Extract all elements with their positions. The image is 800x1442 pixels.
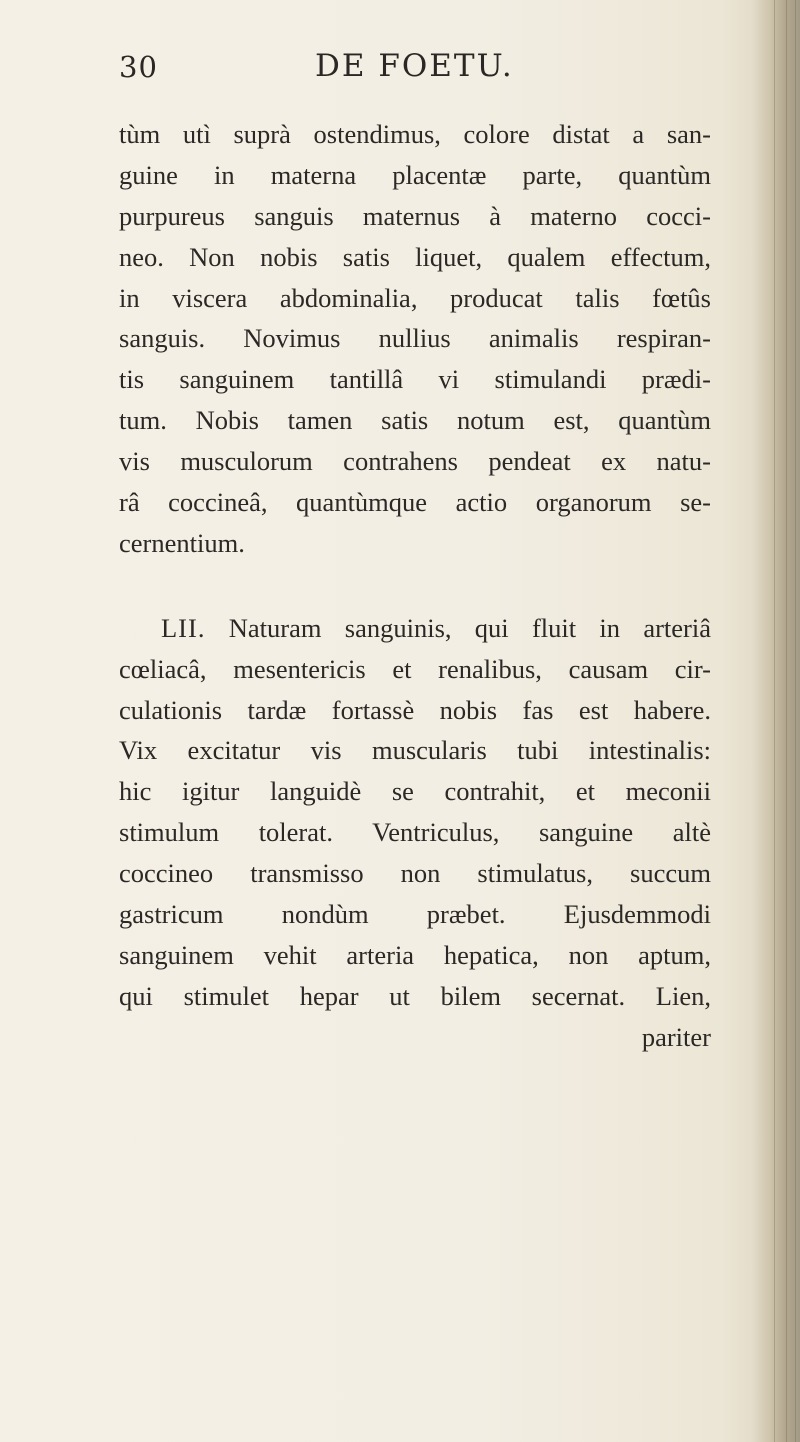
text-line: culationis tardæ fortassè nobis fas est habere. xyxy=(119,694,711,725)
body-text xyxy=(119,114,711,1058)
paragraph-gap xyxy=(119,564,711,608)
catchword: pariter xyxy=(641,1021,711,1052)
text-line: vis musculorum contrahens pendeat ex natu- xyxy=(119,446,711,477)
text-line: cernentium. xyxy=(119,527,245,558)
section-number: LII. xyxy=(161,612,206,643)
text-line: gastricum nondùm præbet. Ejusdemmodi xyxy=(119,899,711,930)
page-edge-shadow xyxy=(752,0,800,1442)
text-line: coccineo transmisso non stimulatus, succum xyxy=(119,858,711,889)
text-line: cœliacâ, mesentericis et renalibus, causam cir- xyxy=(119,653,711,684)
page-edge-line xyxy=(795,0,796,1442)
text-line: neo. Non nobis satis liquet, qualem effectum, xyxy=(119,241,711,272)
text-line: Vix excitatur vis muscularis tubi intestinalis: xyxy=(119,735,711,766)
paragraph-2 xyxy=(119,608,711,1058)
text-line-with-section-number xyxy=(119,608,711,649)
text-line: râ coccineâ, quantùmque actio organorum se- xyxy=(119,487,711,518)
page-edge-line xyxy=(774,0,775,1442)
text-line: tum. Nobis tamen satis notum est, quantùm xyxy=(119,405,711,436)
text-line: hic igitur languidè se contrahit, et meconii xyxy=(119,776,711,807)
page-header xyxy=(0,48,800,96)
page-number: 30 xyxy=(119,50,158,84)
paragraph-1 xyxy=(119,114,711,564)
text-line: purpureus sanguis maternus à materno cocci- xyxy=(119,200,711,231)
text-line: stimulum tolerat. Ventriculus, sanguine altè xyxy=(119,817,711,848)
text-line: qui stimulet hepar ut bilem secernat. Lien, xyxy=(119,980,711,1011)
text-line: sanguis. Novimus nullius animalis respiran- xyxy=(119,323,711,354)
text-line: guine in materna placentæ parte, quantùm xyxy=(119,159,711,190)
text-line: tis sanguinem tantillâ vi stimulandi prædi- xyxy=(119,364,711,395)
running-head: DE FOETU. xyxy=(315,48,514,84)
text-line: in viscera abdominalia, producat talis fœtûs xyxy=(119,282,711,313)
text-line: sanguinem vehit arteria hepatica, non aptum, xyxy=(119,939,711,970)
first-line-text: Naturam sanguinis, qui fluit in arteriâ xyxy=(228,612,711,643)
page-edge-line xyxy=(786,0,787,1442)
text-line: tùm utì suprà ostendimus, colore distat a san- xyxy=(119,119,711,149)
